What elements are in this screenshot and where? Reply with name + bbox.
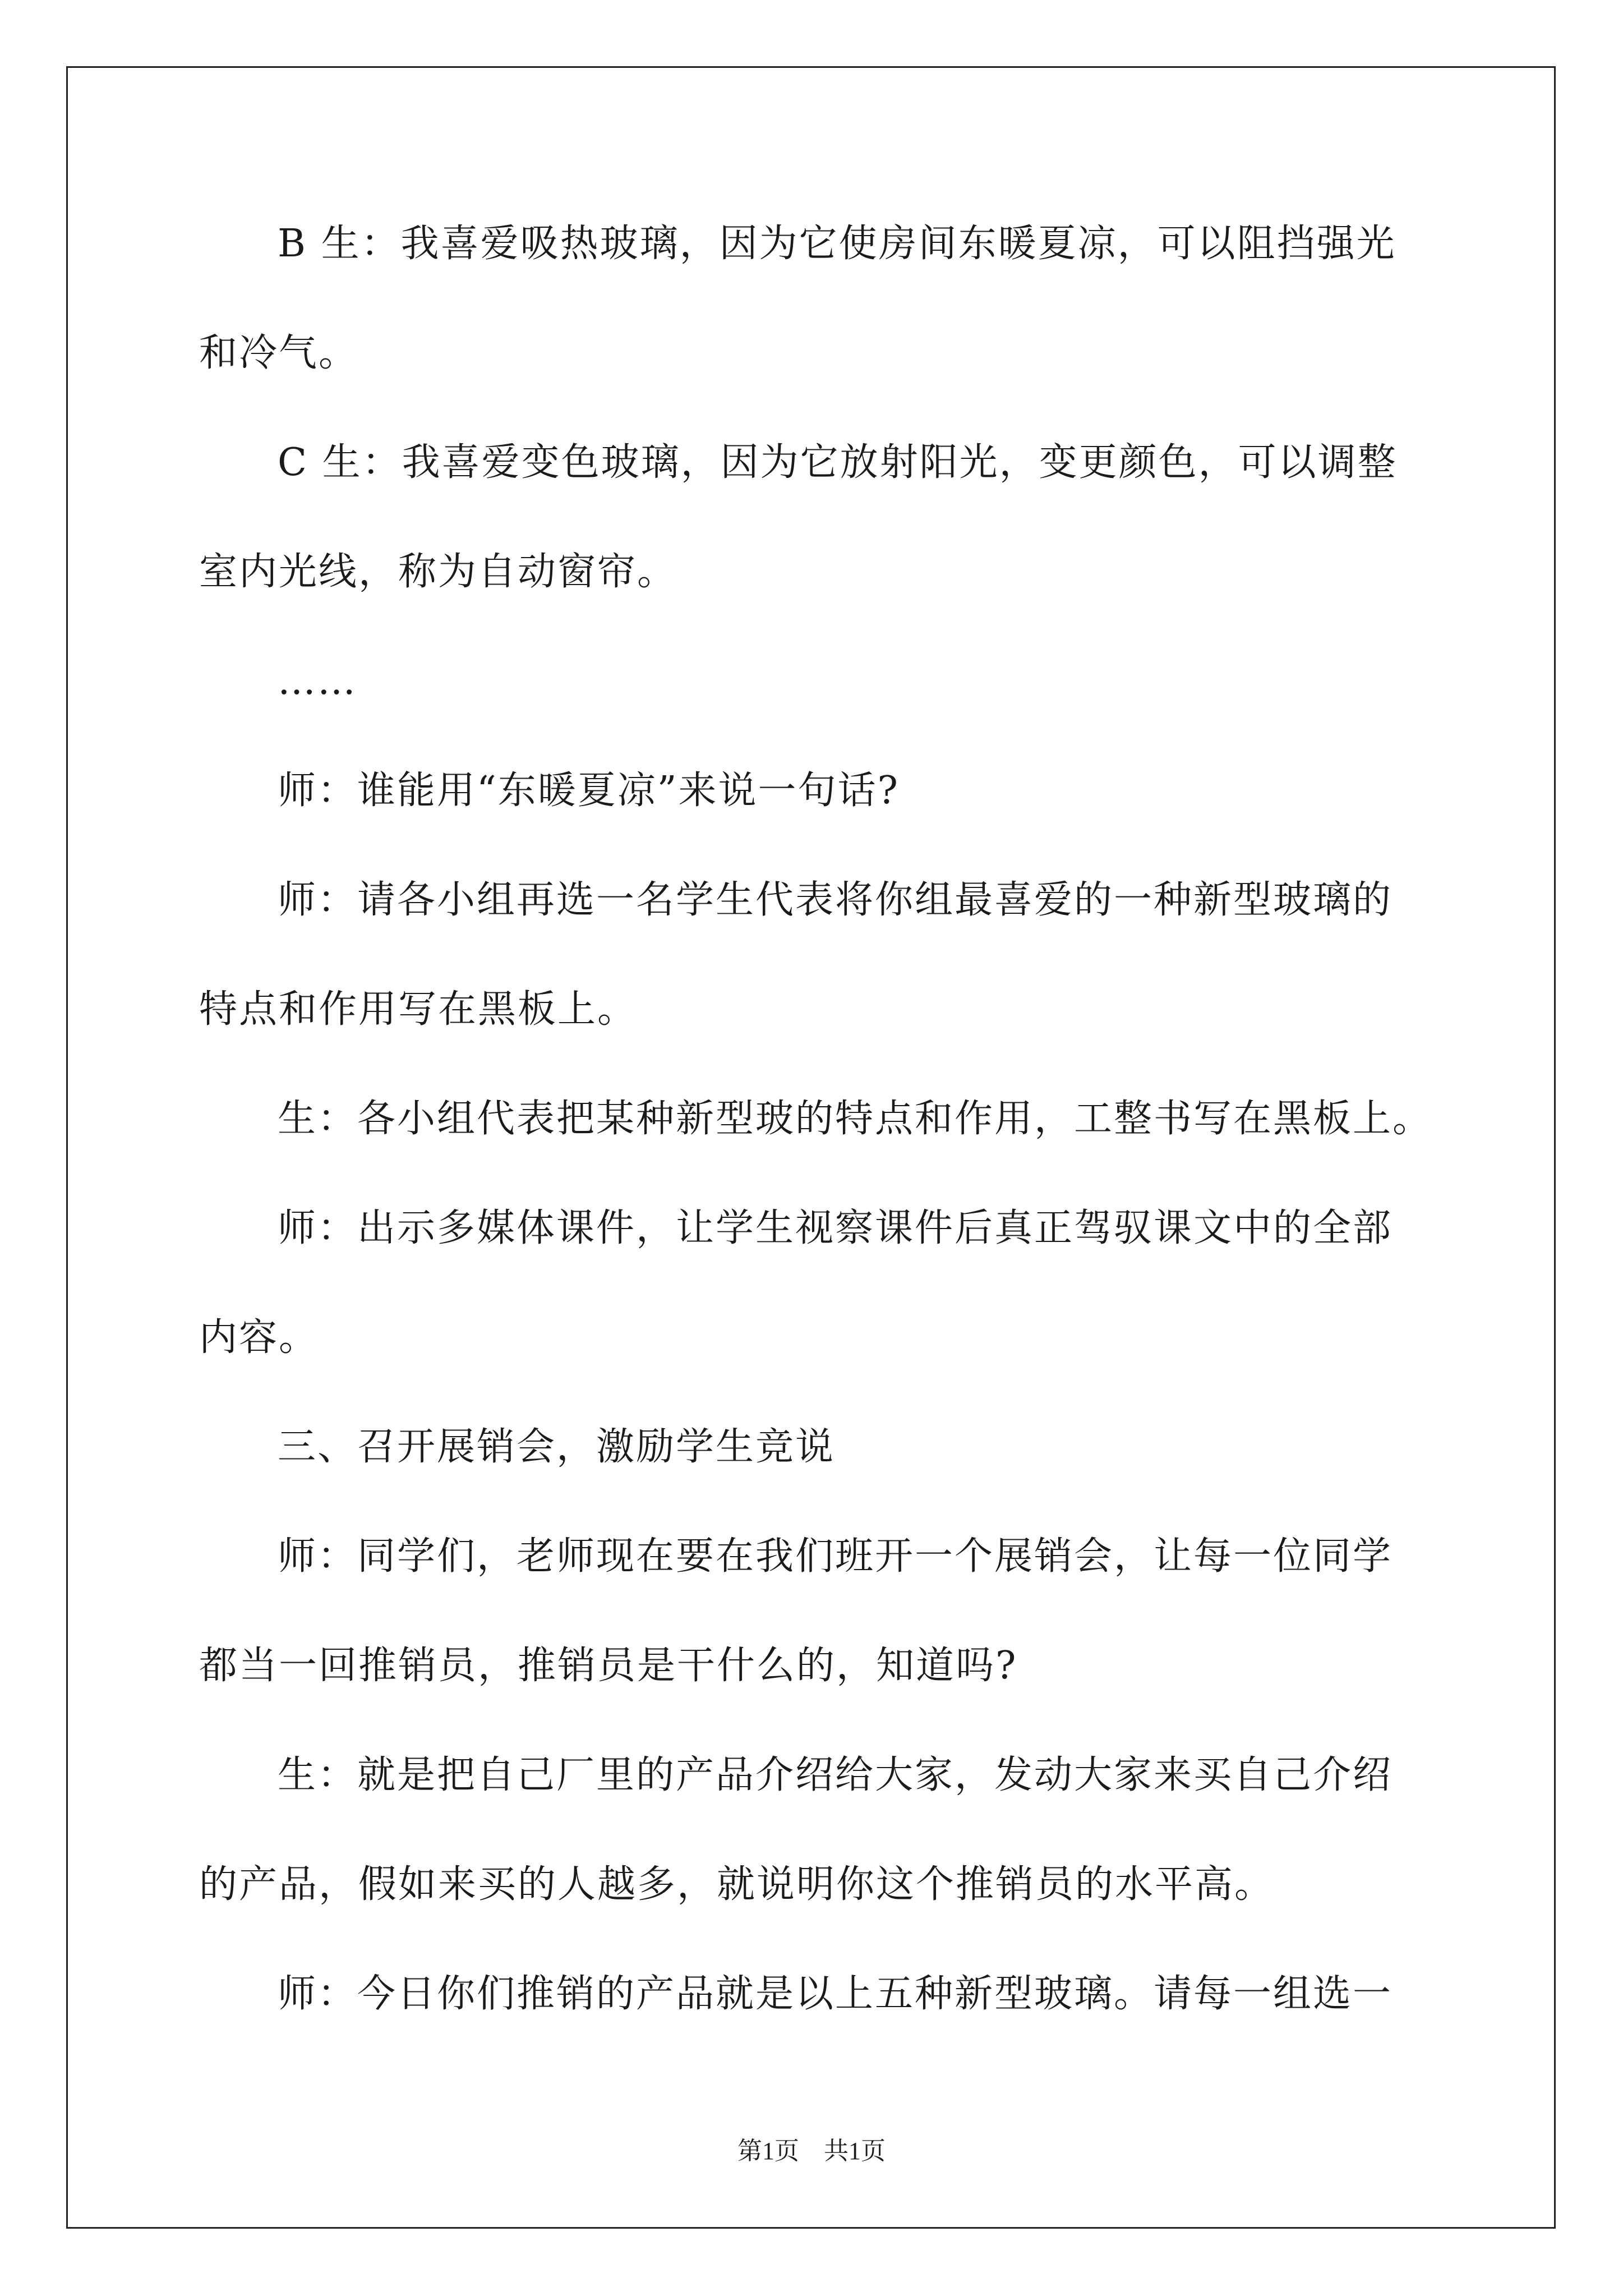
paragraph-line: 生：各小组代表把某种新型玻的特点和作用，工整书写在黑板上。: [278, 1097, 1433, 1141]
paragraph-line: 生：就是把自己厂里的产品介绍给大家，发动大家来买自己介绍: [278, 1753, 1393, 1797]
paragraph-line: 都当一回推销员，推销员是干什么的，知道吗?: [199, 1644, 1018, 1688]
paragraph-line: 师：请各小组再选一名学生代表将你组最喜爱的一种新型玻璃的: [278, 878, 1393, 922]
paragraph-line: 师：出示多媒体课件，让学生视察课件后真正驾驭课文中的全部: [278, 1206, 1393, 1250]
ellipsis-line: ……: [278, 659, 357, 703]
page-footer: [0, 2134, 1623, 2168]
paragraph-line: 特点和作用写在黑板上。: [199, 987, 638, 1032]
page-number-current: 第1页: [737, 2137, 799, 2165]
paragraph-line: 和冷气。: [199, 331, 359, 375]
paragraph-line: C 生：我喜爱变色玻璃，因为它放射阳光，变更颜色，可以调整: [278, 440, 1398, 485]
paragraph-line: 师：同学们，老师现在要在我们班开一个展销会，让每一位同学: [278, 1534, 1393, 1579]
paragraph-line: 的产品，假如来买的人越多，就说明你这个推销员的水平高。: [199, 1862, 1275, 1907]
paragraph-line: 内容。: [199, 1315, 319, 1360]
paragraph-line: 师：今日你们推销的产品就是以上五种新型玻璃。请每一组选一: [278, 1972, 1393, 2016]
section-heading: 三、召开展销会，激励学生竞说: [278, 1425, 836, 1469]
paragraph-line: 师：谁能用“东暖夏凉”来说一句话?: [278, 769, 900, 813]
paragraph-line: 室内光线，称为自动窗帘。: [199, 550, 677, 594]
paragraph-line: B 生：我喜爱吸热玻璃，因为它使房间东暖夏凉，可以阻挡强光: [278, 222, 1396, 266]
page-number-total: 共1页: [824, 2137, 886, 2165]
